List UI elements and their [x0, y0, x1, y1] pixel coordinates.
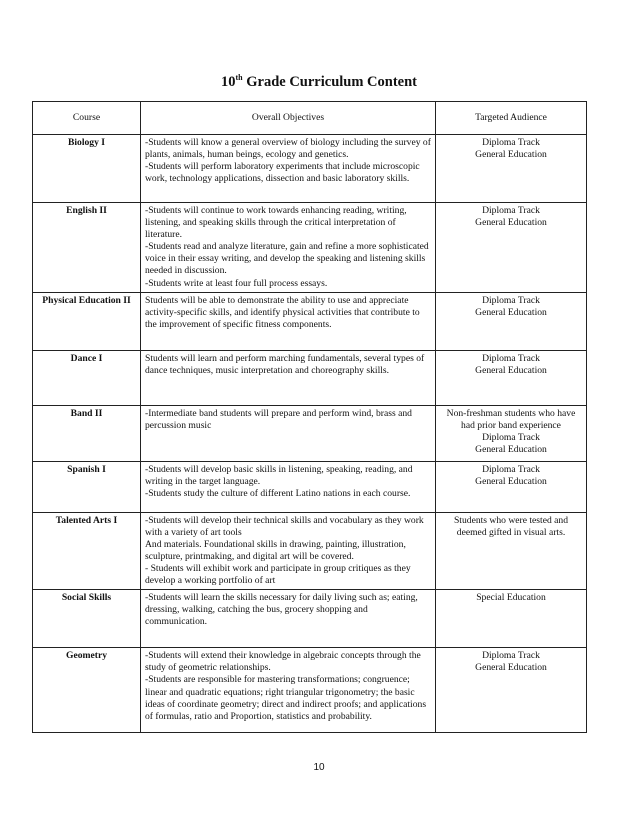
- audience-text: General Education: [475, 662, 547, 674]
- table-row: [33, 405, 587, 461]
- audience-text: Diploma Track: [482, 463, 540, 475]
- course-cell: Band II: [33, 405, 141, 461]
- page-title: [0, 73, 638, 91]
- audience-text: Students who were tested and deemed gifted in visual arts.: [453, 514, 569, 538]
- audience-cell: [436, 512, 587, 590]
- audience-text: General Education: [475, 217, 547, 229]
- objectives-cell: [141, 135, 436, 203]
- objectives-cell: [141, 648, 436, 733]
- objectives-cell: [141, 292, 436, 350]
- objectives-cell: [141, 590, 436, 648]
- title-superscript: th: [235, 73, 243, 82]
- objectives-cell: [141, 461, 436, 512]
- course-cell: Social Skills: [33, 590, 141, 648]
- objective-text: -Students will continue to work towards enhancing reading, writing, listening, and speaking skills through the critical interpretation of literature.: [145, 205, 407, 241]
- table-row: [33, 203, 587, 293]
- course-cell: Biology I: [33, 135, 141, 203]
- audience-cell: [436, 648, 587, 733]
- course-cell: Spanish I: [33, 461, 141, 512]
- audience-cell: [436, 405, 587, 461]
- table-row: [33, 292, 587, 350]
- table-header-row: [33, 102, 587, 135]
- audience-text: Diploma Track: [482, 352, 540, 364]
- course-cell: Geometry: [33, 648, 141, 733]
- objective-text: -Students will learn the skills necessary for daily living such as; eating, dressing, walking, catching the bus, grocery shopping and communication.: [145, 592, 418, 628]
- table-row: [33, 461, 587, 512]
- objectives-cell: [141, 405, 436, 461]
- page-number: 10: [313, 762, 325, 773]
- audience-text: General Education: [475, 149, 547, 161]
- objective-text: -Students read and analyze literature, gain and refine a more sophisticated voice in their essay writing, and develop the speaking and listening skills needed in discussion.: [145, 241, 429, 277]
- audience-text: Diploma Track: [482, 205, 540, 216]
- header-objectives: Overall Objectives: [141, 102, 436, 135]
- table-row: [33, 135, 587, 203]
- objective-text: -Students are responsible for mastering transformations; congruence; linear and quadratic equations; right triangular trigonometry; the basic ideas of coordinate geometry; direct and indirect proofs; and applications of formulas, ratio and Proportion, statistics and probability.: [145, 674, 427, 722]
- audience-cell: [436, 203, 587, 293]
- objectives-cell: [141, 350, 436, 405]
- title-prefix: 10: [220, 73, 236, 90]
- header-course: Course: [33, 102, 141, 135]
- objective-text: - Students will exhibit work and participate in group critiques as they develop a working portfolio of art: [145, 563, 411, 587]
- table-row: [33, 590, 587, 648]
- audience-cell: [436, 135, 587, 203]
- audience-text: Diploma Track: [482, 650, 540, 662]
- table-row: [33, 512, 587, 590]
- objective-text: -Students will perform laboratory experiments that include microscopic work, technology applications, dissection and basic laboratory skills.: [145, 161, 420, 185]
- table-row: [33, 350, 587, 405]
- audience-cell: [436, 590, 587, 648]
- audience-text: General Education: [475, 443, 547, 455]
- objective-text: -Students will develop basic skills in listening, speaking, reading, and writing in the target language.: [145, 463, 413, 487]
- audience-text: Special Education: [476, 592, 546, 604]
- objective-text: -Students study the culture of different Latino nations in each course.: [145, 487, 411, 499]
- audience-cell: [436, 461, 587, 512]
- objective-text: -Students will know a general overview of biology including the survey of plants, animals, human beings, ecology and genetics.: [145, 137, 431, 161]
- course-cell: Physical Education II: [33, 292, 141, 350]
- audience-text: Diploma Track: [482, 137, 540, 148]
- curriculum-table: [32, 101, 587, 733]
- audience-cell: [436, 292, 587, 350]
- table-body: [33, 135, 587, 733]
- objective-text: And materials. Foundational skills in drawing, painting, illustration, sculpture, printmaking, and digital art will be covered.: [145, 538, 406, 562]
- course-cell: Dance I: [33, 350, 141, 405]
- audience-text: General Education: [475, 364, 547, 376]
- audience-text: General Education: [475, 306, 547, 318]
- objective-text: Students will learn and perform marching fundamentals, several types of dance techniques, music interpretation and choreography skills.: [145, 352, 425, 376]
- objective-text: -Students will develop their technical skills and vocabulary as they work with a variety of art tools: [145, 514, 424, 538]
- audience-text: General Education: [475, 475, 547, 487]
- objectives-cell: [141, 203, 436, 293]
- objective-text: Students will be able to demonstrate the ability to use and appreciate activity-specific skills, and identify physical activities that contribute to the improvement of specific fitness components.: [145, 294, 420, 330]
- header-audience: Targeted Audience: [436, 102, 587, 135]
- audience-text: Non-freshman students who have had prior band experience: [446, 407, 576, 431]
- course-cell: Talented Arts I: [33, 512, 141, 590]
- title-rest: Grade Curriculum Content: [242, 73, 417, 90]
- table-row: [33, 648, 587, 733]
- objective-text: -Students write at least four full process essays.: [145, 277, 328, 289]
- objective-text: -Students will extend their knowledge in algebraic concepts through the study of geometric relationships.: [145, 650, 421, 674]
- objective-text: -Intermediate band students will prepare and perform wind, brass and percussion music: [145, 407, 412, 431]
- audience-cell: [436, 350, 587, 405]
- audience-text: Diploma Track: [482, 294, 540, 306]
- audience-text: Diploma Track: [482, 431, 540, 443]
- objectives-cell: [141, 512, 436, 590]
- course-cell: English II: [33, 203, 141, 293]
